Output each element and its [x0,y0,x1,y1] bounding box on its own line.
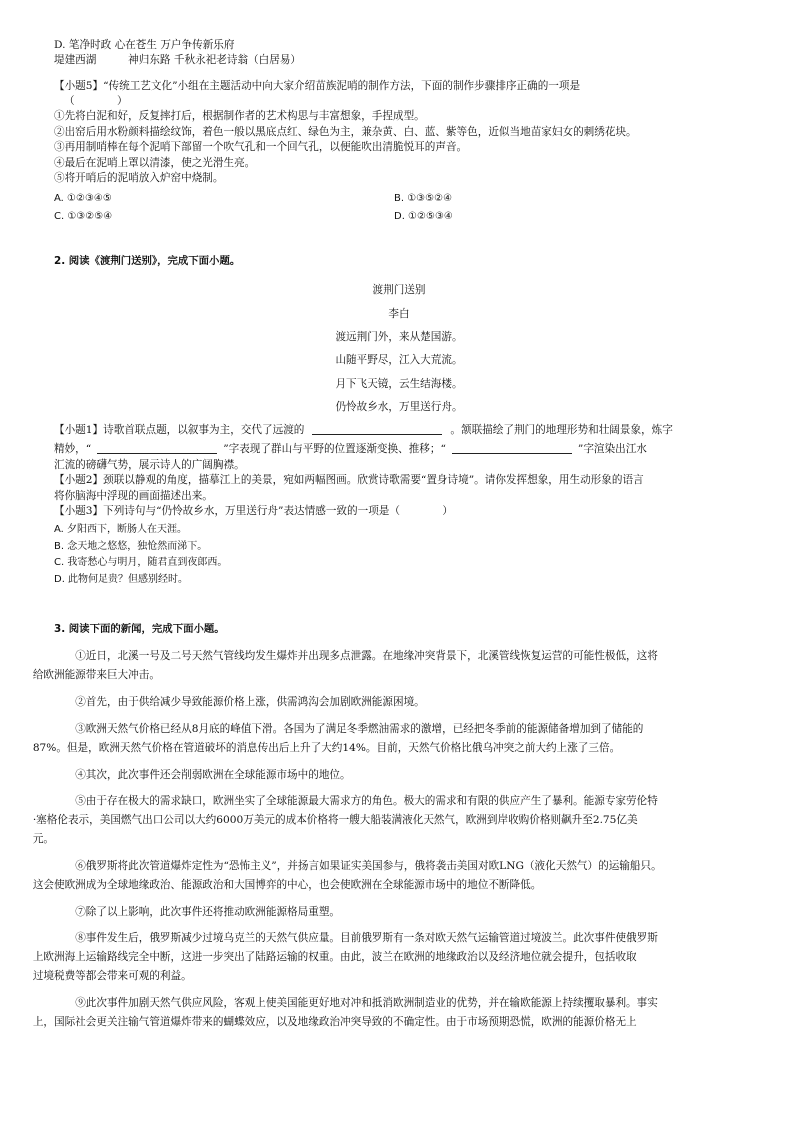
q1-text-a: 【小题1】诗歌首联点题，以叙事为主，交代了远渡的 [54,424,305,437]
q3-option-c[interactable]: C. 我寄愁心与明月，随君直到夜郎西。 [54,557,228,569]
exam-page [32,38,744,1040]
q1-blank-1[interactable] [312,434,442,435]
news-para-1: ①近日，北溪一号及二号天然气管线均发生爆炸并出现多点泄露。在地缘冲突背景下，北溪管线恢复运营的可能性极低，这将 给欧洲能源带来巨大冲击。 [32,650,658,682]
q1-text-e: ”字渲染出江水 [577,443,647,456]
q2-text-a: 【小题2】颈联以静观的角度，描摹江上的美景，宛如两幅图画。欣赏诗歌需要“置身诗境”。请你发挥想象，用生动形象的语言 [54,474,644,487]
q5-step-3: ③再用制哨棒在每个泥哨下部留一个吹气孔和一个回气孔，以便能吹出清脆悦耳的声音。 [54,141,468,154]
q1-text-d: ”字表现了群山与平野的位置逐渐变换、推移；“ [223,443,446,456]
news-para-7: ⑦除了以上影响，此次事件还将推动欧洲能源格局重塑。 [75,905,341,918]
news-para-5: ⑤由于存在极大的需求缺口，欧洲坐实了全球能源最大需求方的角色。极大的需求和有限的供应产生了暴利。能源专家劳伦特 ·塞格伦表示，美国燃气出口公司以大约6000万美元的成本价格将一艘大船装满液化天然气，欧洲到岸收购价格则飙升至2.75亿美 元。 [32,795,658,846]
q5-option-d[interactable]: D. ①②⑤③④ [394,210,453,222]
q5-step-1: ①先将白泥和好，反复摔打后，根据制作者的艺术构思与丰富想象，手捏成型。 [54,110,425,123]
q3-stem: 【小题3】下列诗句与“仍怜故乡水，万里送行舟”表达情感一致的一项是（ ） [54,504,453,517]
news-para-9: ⑨此次事件加剧天然气供应风险，客观上使美国能更好地对冲和抵消欧洲制造业的优势，并在输欧能源上持续攫取暴利。事实 上，国际社会更关注输气管道爆炸带来的蝴蝶效应，以及地缘政治冲突导致的不确定性。由于市场预期恐慌，欧洲的能源价格无上 [32,996,658,1028]
q1-blank-2[interactable] [97,453,217,454]
poem-line-1: 渡远荆门外，来从楚国游。 [335,330,463,343]
option-d-line1: D. 笔净时政 心在苍生 万户争传新乐府 [54,39,235,51]
q5-option-c[interactable]: C. ①③②⑤④ [54,210,113,222]
q3-option-a[interactable]: A. 夕阳西下，断肠人在天涯。 [54,524,188,536]
section-2-heading: 2. 阅读《渡荆门送别》，完成下面小题。 [54,255,241,268]
q3-option-b[interactable]: B. 念天地之悠悠，独怆然而涕下。 [54,540,208,552]
q5-options [54,192,744,224]
news-para-8: ⑧事件发生后，俄罗斯减少过境乌克兰的天然气供应量。目前俄罗斯有一条对欧天然气运输管道过境波兰。此次事件使俄罗斯 上欧洲海上运输路线完全中断，这进一步突出了陆路运输的权重。由此，波兰在欧洲的地缘政治以及经济地位就会提升，包括收取 过境税费等都会带来可观的利益。 [32,932,658,983]
q5-option-b[interactable]: B. ①③⑤②④ [394,193,453,205]
news-para-4: ④其次，此次事件还会削弱欧洲在全球能源市场中的地位。 [75,768,351,781]
poem-author: 李白 [388,307,410,320]
poem-line-4: 仍怜故乡水，万里送行舟。 [335,400,463,413]
q5-stem: 【小题5】“传统工艺文化”小组在主题活动中向大家介绍苗族泥哨的制作方法，下面的制作步骤排序正确的一项是 [54,79,581,92]
q5-option-a[interactable]: A. ①②③④⑤ [54,193,112,205]
q1-text-c: 精妙，“ [54,443,92,456]
poem-line-2: 山随平野尽，江入大荒流。 [335,354,463,367]
poem-line-3: 月下飞天镜，云生结海楼。 [335,377,463,390]
news-para-6: ⑥俄罗斯将此次管道爆炸定性为“恐怖主义”，并扬言如果证实美国参与，俄将袭击美国对欧LNG（液化天然气）的运输船只。 这会使欧洲成为全球地缘政治、能源政治和大国博弈的中心，也会使欧洲在全球能源市场中的地位不断降低。 [32,859,662,891]
q1-text-b: 。颔联描绘了荆门的地理形势和壮阔景象，炼字 [450,424,673,437]
q3-option-d[interactable]: D. 此物何足贵？但感别经时。 [54,573,189,585]
q1-text-f: 汇流的磅礴气势，展示诗人的广阔胸襟。 [54,458,245,471]
q1-blank-3[interactable] [452,453,572,454]
q5-step-5: ⑤将开哨后的泥哨放入炉窑中烧制。 [54,171,224,184]
news-para-2: ②首先，由于供给减少导致能源价格上涨，供需鸿沟会加剧欧洲能源困境。 [75,696,425,709]
q5-step-2: ②出窑后用水粉颜料描绘纹饰，着色一般以黑底点红、绿色为主，兼杂黄、白、蓝、紫等色，近似当地苗家妇女的刺绣花块。 [54,125,637,138]
q2-text-b: 将你脑海中浮现的画面描述出来。 [54,489,213,502]
poem-title: 渡荆门送别 [372,284,426,297]
q5-answer-paren: （ ） [64,95,128,108]
q5-step-4: ④最后在泥哨上罩以清漆，使之光滑生亮。 [54,156,256,169]
news-para-3: ③欧洲天然气价格已经从8月底的峰值下滑。各国为了满足冬季燃油需求的激增，已经把冬季前的能源储备增加到了储能的 87%。但是，欧洲天然气价格在管道破坏的消息传出后上升了大约14%。目前，天然气价格比俄乌冲突之前大约上涨了三倍。 [32,722,644,754]
option-d-line2: 堤建西湖 神归东路 千秋永祀老诗翁（白居易） [54,54,302,67]
section-3-heading: 3. 阅读下面的新闻，完成下面小题。 [54,623,225,636]
